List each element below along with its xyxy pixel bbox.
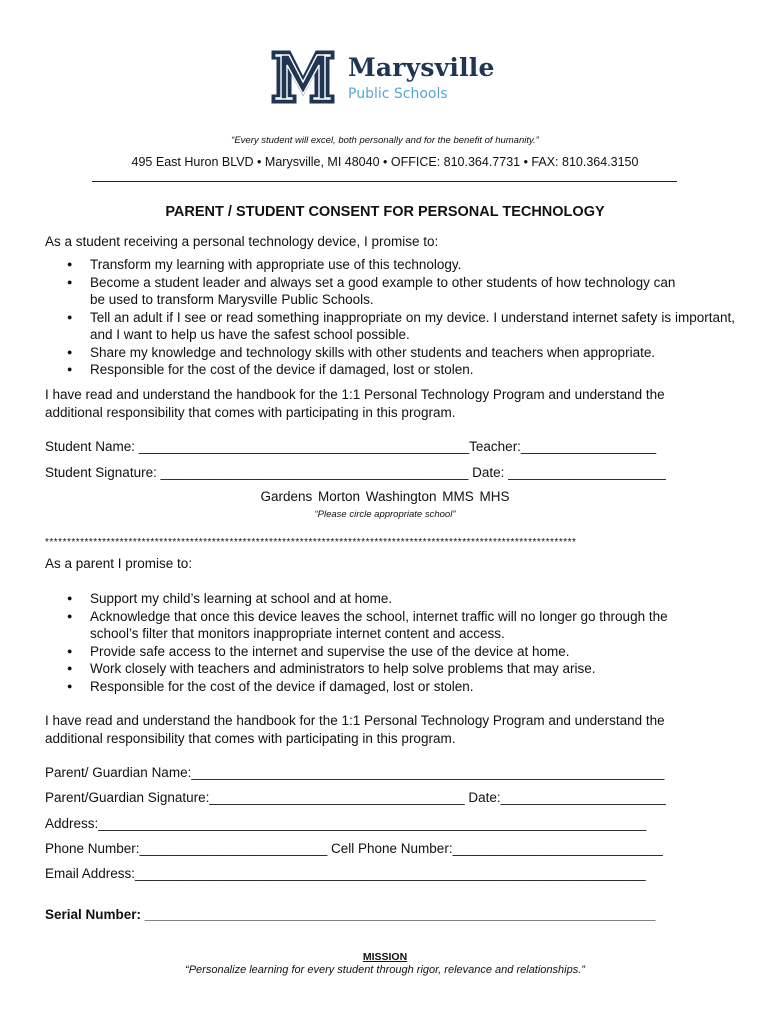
student-signature-field[interactable]: Student Signature: _________________________________________ Date: _____________________ xyxy=(45,465,666,480)
email-field[interactable]: Email Address:____________________________________________________________________ xyxy=(45,866,646,881)
list-item: ● Responsible for the cost of the device if damaged, lost or stolen. xyxy=(45,678,735,696)
section-divider: ************************************************************************************************************************* xyxy=(45,537,577,548)
district-address: 495 East Huron BLVD • Marysville, MI 48040 • OFFICE: 810.364.7731 • FAX: 810.364.3150 xyxy=(131,155,639,169)
page-title: PARENT / STUDENT CONSENT FOR PERSONAL TECHNOLOGY xyxy=(165,204,605,220)
district-motto: “Every student will excel, both personally and for the benefit of humanity.” xyxy=(231,135,539,146)
student-promises-list xyxy=(45,256,735,379)
parent-intro: As a parent I promise to: xyxy=(45,556,193,571)
circle-school-note: “Please circle appropriate school” xyxy=(314,509,456,520)
serial-number-field[interactable]: Serial Number: ____________________________________________________________________ xyxy=(45,907,656,922)
list-item: ● Transform my learning with appropriate use of this technology. xyxy=(45,256,735,274)
list-item: ● Share my knowledge and technology skills with other students and teachers when appropriate. xyxy=(45,344,735,362)
list-item: ● Become a student leader and always set a good example to other students of how technology can be used to transform Marysville Public Schools. xyxy=(45,274,690,309)
student-acknowledgement: I have read and understand the handbook for the 1:1 Personal Technology Program and understand the additional responsibility that comes with participating in this program. xyxy=(45,387,665,420)
list-item: ● Support my child’s learning at school and at home. xyxy=(45,590,735,608)
list-item: ● Work closely with teachers and administrators to help solve problems that may arise. xyxy=(45,660,735,678)
header-divider xyxy=(92,181,677,182)
address-field[interactable]: Address:_________________________________________________________________________ xyxy=(45,816,647,831)
school-options[interactable]: Gardens Morton Washington MMS MHS xyxy=(260,489,510,504)
list-item: ● Responsible for the cost of the device if damaged, lost or stolen. xyxy=(45,361,735,379)
brand-name: Marysville xyxy=(348,53,495,82)
mission-heading: MISSION xyxy=(362,951,408,963)
parent-promises-list xyxy=(45,590,735,695)
student-name-field[interactable]: Student Name: ____________________________________________Teacher:__________________ xyxy=(45,439,657,454)
brand-subtitle: Public Schools xyxy=(348,86,448,102)
district-logo xyxy=(270,47,336,107)
guardian-signature-field[interactable]: Parent/Guardian Signature:__________________________________ Date:______________________ xyxy=(45,790,666,805)
guardian-name-field[interactable]: Parent/ Guardian Name:_______________________________________________________________ xyxy=(45,765,665,780)
m-logo-icon xyxy=(270,47,336,107)
student-intro: As a student receiving a personal technology device, I promise to: xyxy=(45,234,439,249)
parent-acknowledgement: I have read and understand the handbook for the 1:1 Personal Technology Program and understand the additional responsibility that comes with participating in this program. xyxy=(45,713,665,746)
list-item: ● Provide safe access to the internet and supervise the use of the device at home. xyxy=(45,643,735,661)
mission-statement: “Personalize learning for every student through rigor, relevance and relationships.” xyxy=(185,964,585,976)
list-item: ● Tell an adult if I see or read something inappropriate on my device. I understand internet safety is important, and I want to help us have the safest school possible. xyxy=(45,309,735,344)
phone-field[interactable]: Phone Number:_________________________ Cell Phone Number:____________________________ xyxy=(45,841,663,856)
list-item: ● Acknowledge that once this device leaves the school, internet traffic will no longer go through the school’s filter that monitors inappropriate internet content and access. xyxy=(45,608,670,643)
